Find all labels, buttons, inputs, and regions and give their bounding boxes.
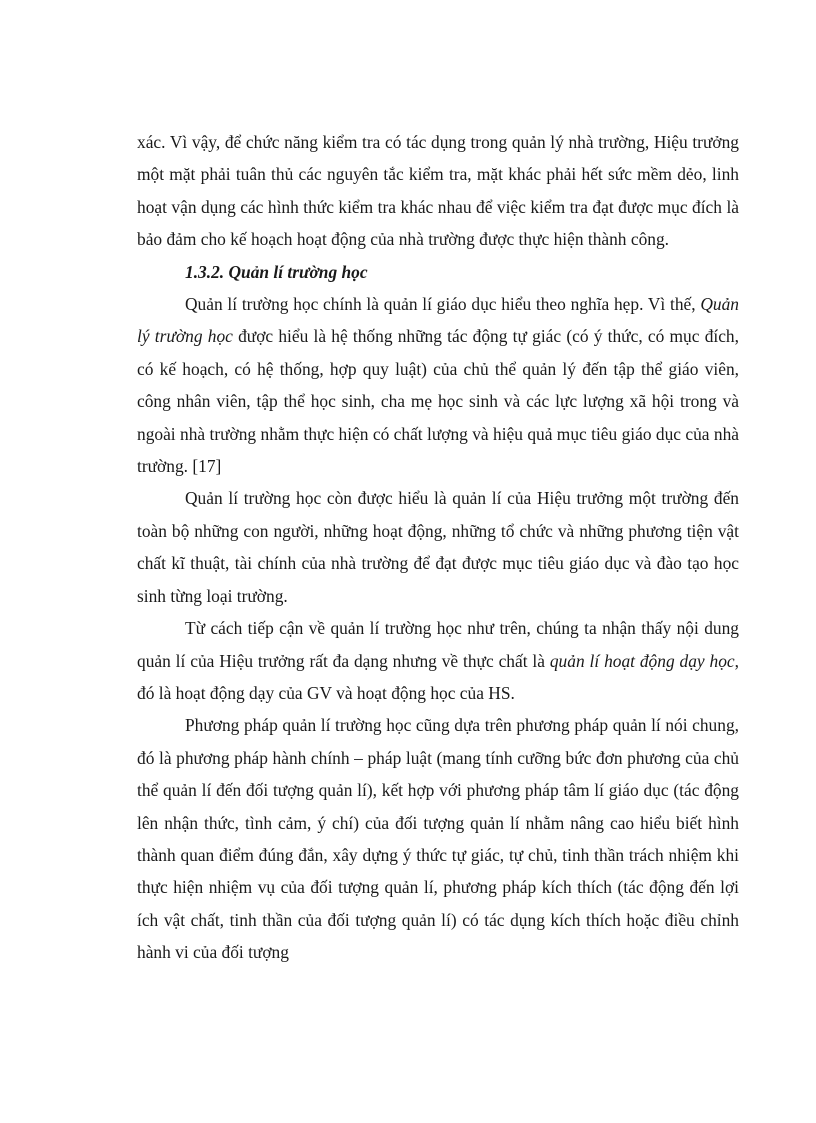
paragraph-principal-role: Quản lí trường học còn được hiểu là quản lí của Hiệu trưởng một trường đến toàn bộ những con người, những hoạt động, những tổ chức và những phương tiện vật chất kĩ thuật, tài chính của nhà trường để đạt được mục tiêu giáo dục và đào tạo học sinh từng loại trường. <box>137 488 739 606</box>
paragraph-continuation: xác. Vì vậy, để chức năng kiểm tra có tác dụng trong quản lý nhà trường, Hiệu trưởng một mặt phải tuân thủ các nguyên tắc kiểm tra, mặt khác phải hết sức mềm dẻo, linh hoạt vận dụng các hình thức kiểm tra khác nhau để việc kiểm tra đạt được mục đích là bảo đảm cho kế hoạch hoạt động của nhà trường được thực hiện thành công. <box>137 132 739 250</box>
paragraph-text: được hiểu là hệ thống những tác động tự giác (có ý thức, có mục đích, có kế hoạch, có hệ thống, hợp quy luật) của chủ thể quản lý đến tập thể giáo viên, công nhân viên, tập thể học sinh, cha mẹ học sinh và các lực lượng xã hội trong và ngoài nhà trường nhằm thực hiện có chất lượng và hiệu quả mục tiêu giáo dục của nhà trường. [17] <box>137 326 739 477</box>
emphasis-term: quản lí hoạt động dạy học <box>549 650 735 671</box>
paragraph-school-management-definition <box>137 288 739 482</box>
section-heading: 1.3.2. Quản lí trường học <box>185 261 368 282</box>
paragraph-teaching-management <box>137 612 739 709</box>
document-body <box>137 126 739 969</box>
paragraph-text: , đó là hoạt động dạy của GV và hoạt động học của HS. <box>137 650 739 703</box>
paragraph-text: Từ cách tiếp cận về quản lí trường học như trên, chúng ta nhận thấy nội dung quản lí của Hiệu trưởng rất đa dạng nhưng về thực chất là <box>137 618 739 671</box>
paragraph-management-methods: Phương pháp quản lí trường học cũng dựa trên phương pháp quản lí nói chung, đó là phương pháp hành chính – pháp luật (mang tính cưỡng bức đơn phương của chủ thể quản lí đến đối tượng quản lí), kết hợp với phương pháp tâm lí giáo dục (tác động lên nhận thức, tình cảm, ý chí) của đối tượng quản lí nhằm nâng cao hiểu biết hình thành quan điểm đúng đắn, xây dựng ý thức tự giác, tự chủ, tinh thần trách nhiệm khi thực hiện nhiệm vụ của đối tượng quản lí, phương pháp kích thích (tác động đến lợi ích vật chất, tinh thần của đối tượng quản lí) có tác dụng kích thích hoặc điều chỉnh hành vi của đối tượng <box>137 715 739 963</box>
paragraph-text: Quản lí trường học chính là quản lí giáo dục hiểu theo nghĩa hẹp. Vì thế, <box>185 294 701 315</box>
emphasis-term: Quản lý trường học <box>137 294 739 347</box>
